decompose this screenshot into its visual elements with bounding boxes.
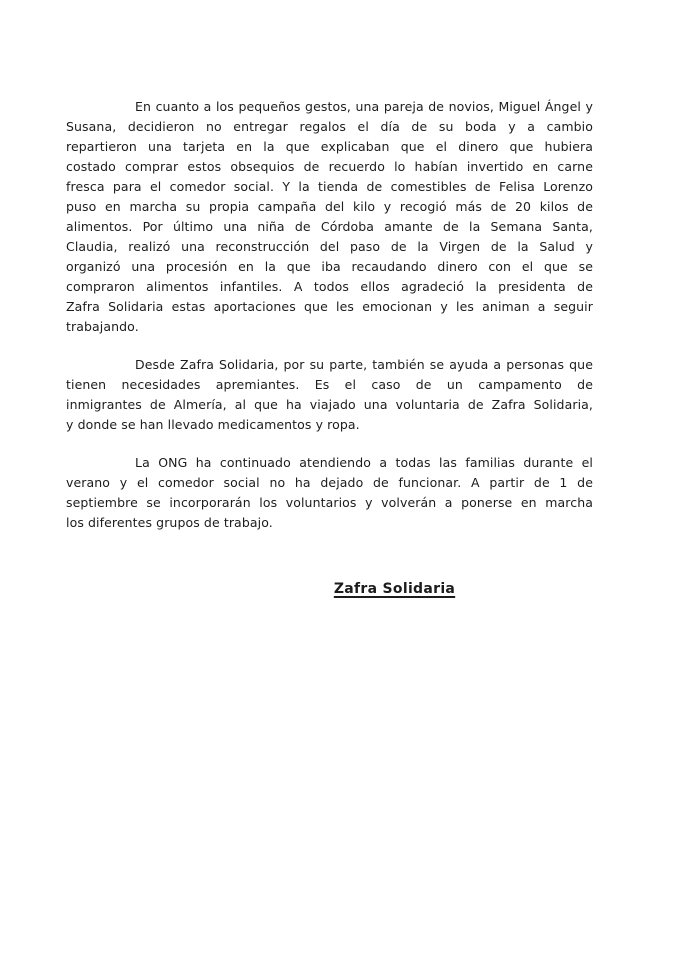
text-line: tienen necesidades apremiantes. Es el caso de un campamento de (66, 377, 593, 392)
text-line: y donde se han llevado medicamentos y ropa. (66, 417, 360, 432)
paragraph (66, 97, 593, 337)
text-line: La ONG ha continuado atendiendo a todas las familias durante el (135, 455, 593, 470)
text-line: trabajando. (66, 319, 139, 334)
text-line: puso en marcha su propia campaña del kilo y recogió más de 20 kilos de (66, 199, 593, 214)
text-line: los diferentes grupos de trabajo. (66, 515, 273, 530)
text-line: repartieron una tarjeta en la que explicaban que el dinero que hubiera (66, 139, 593, 154)
text-line: verano y el comedor social no ha dejado de funcionar. A partir de 1 de (66, 475, 593, 490)
text-line: alimentos. Por último una niña de Córdoba amante de la Semana Santa, (66, 219, 593, 234)
text-line: En cuanto a los pequeños gestos, una pareja de novios, Miguel Ángel y (135, 99, 593, 114)
paragraph-list (66, 97, 593, 533)
paragraph (66, 355, 593, 435)
text-line: inmigrantes de Almería, al que ha viajado una voluntaria de Zafra Solidaria, (66, 397, 593, 412)
text-line: compraron alimentos infantiles. A todos ellos agradeció la presidenta de (66, 279, 593, 294)
text-line: costado comprar estos obsequios de recuerdo lo habían invertido en carne (66, 159, 593, 174)
text-line: Desde Zafra Solidaria, por su parte, también se ayuda a personas que (135, 357, 593, 372)
signature-block (66, 578, 593, 597)
text-line: Susana, decidieron no entregar regalos el día de su boda y a cambio (66, 119, 593, 134)
document-body (66, 97, 593, 597)
text-line: septiembre se incorporarán los voluntarios y volverán a ponerse en marcha (66, 495, 593, 510)
signature-text: Zafra Solidaria (333, 581, 456, 597)
text-line: Zafra Solidaria estas aportaciones que les emocionan y les animan a seguir (66, 299, 593, 314)
text-line: fresca para el comedor social. Y la tienda de comestibles de Felisa Lorenzo (66, 179, 593, 194)
text-line: Claudia, realizó una reconstrucción del paso de la Virgen de la Salud y (66, 239, 593, 254)
text-line: organizó una procesión en la que iba recaudando dinero con el que se (66, 259, 593, 274)
paragraph (66, 453, 593, 533)
